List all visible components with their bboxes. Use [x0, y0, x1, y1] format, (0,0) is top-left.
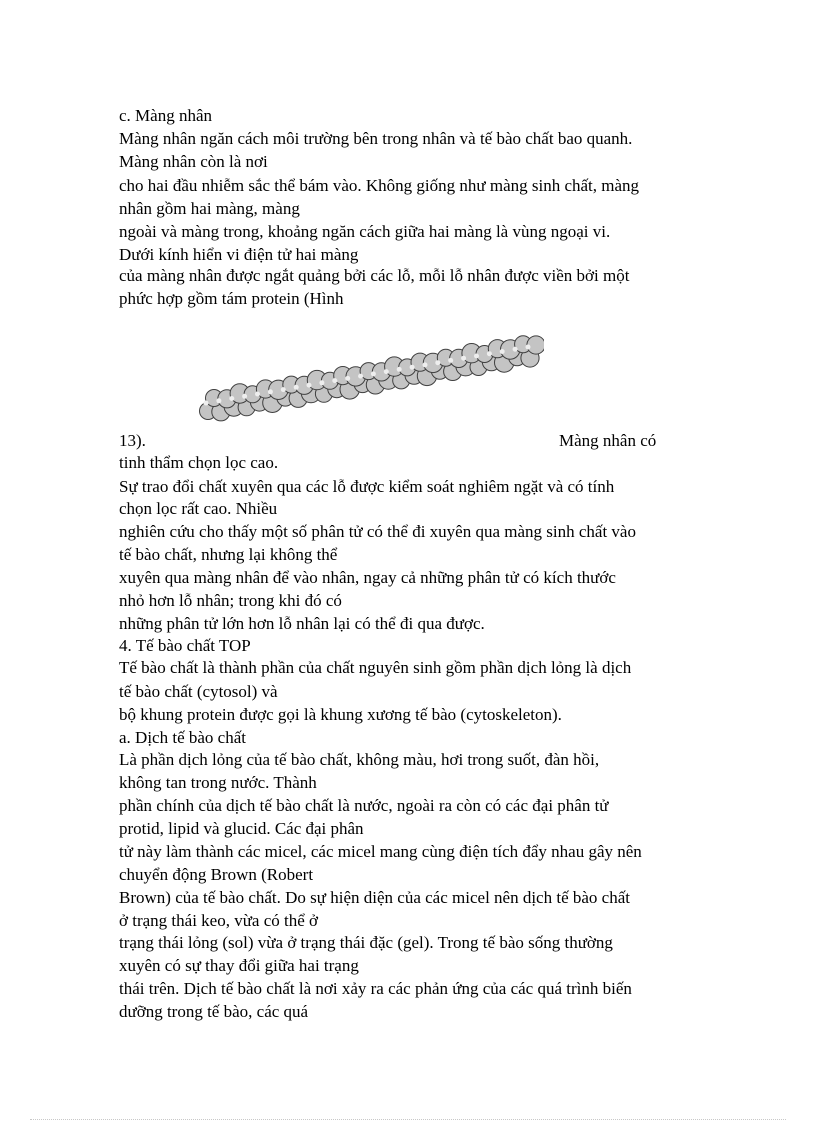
subunit-highlight [268, 389, 273, 394]
subunit-highlight [281, 387, 286, 392]
subunit-highlight [461, 356, 466, 361]
section-heading: 4. Tế bào chất TOP [119, 636, 251, 655]
page-bottom-divider [30, 1119, 786, 1120]
subunit-highlight [242, 394, 247, 399]
subunit-highlight [307, 383, 312, 388]
subsection-heading: a. Dịch tế bào chất [119, 728, 246, 747]
subunit-highlight [204, 401, 209, 406]
section-heading: c. Màng nhân [119, 106, 213, 125]
text-line: thái trên. Dịch tế bào chất là nơi xảy ra các phản ứng của các quá trình biến [119, 979, 632, 998]
subunit-highlight [474, 354, 479, 359]
subunit-highlight [384, 369, 389, 374]
subunit-highlight [358, 374, 363, 379]
subunit-highlight [526, 345, 531, 350]
text-line: nhân gồm hai màng, màng [119, 199, 300, 218]
subunit-highlight [435, 360, 440, 365]
text-line: nghiên cứu cho thấy một số phân tử có thể đi xuyên qua màng sinh chất vào [119, 522, 636, 541]
text-line: phức hợp gồm tám protein (Hình [119, 289, 344, 308]
subunit-highlight [332, 378, 337, 383]
text-line: trạng thái lỏng (sol) vừa ở trạng thái đặc (gel). Trong tế bào sống thường [119, 933, 613, 952]
subunit-highlight [229, 396, 234, 401]
text-line: chọn lọc rất cao. Nhiều [119, 499, 278, 518]
text-line: của màng nhân được ngắt quảng bởi các lỗ, mỗi lỗ nhân được viền bởi một [119, 266, 630, 285]
text-line: Sự trao đổi chất xuyên qua các lỗ được kiểm soát nghiêm ngặt và có tính [119, 477, 615, 496]
text-line: tử này làm thành các micel, các micel mang cùng điện tích đẩy nhau gây nên [119, 842, 642, 861]
subunit-highlight [216, 398, 221, 403]
subunit-highlight [487, 351, 492, 356]
subunit-highlight [294, 385, 299, 390]
text-line: Tế bào chất là thành phần của chất nguyên sinh gồm phần dịch lỏng là dịch [119, 658, 632, 677]
text-line: Dưới kính hiển vi điện tử hai màng [119, 245, 359, 264]
text-line: tế bào chất (cytosol) và [119, 682, 278, 701]
subunit-highlight [319, 380, 324, 385]
text-line: Màng nhân còn là nơi [119, 152, 268, 171]
text-line: cho hai đầu nhiễm sắc thể bám vào. Không giống như màng sinh chất, màng [119, 176, 640, 195]
text-line: không tan trong nước. Thành [119, 773, 317, 792]
text-line: tinh thẩm chọn lọc cao. [119, 453, 279, 472]
subunit-highlight [397, 367, 402, 372]
text-line: phần chính của dịch tế bào chất là nước, ngoài ra còn có các đại phân tử [119, 796, 609, 815]
text-line: tế bào chất, nhưng lại không thể [119, 545, 338, 564]
text-line: nhỏ hơn lỗ nhân; trong khi đó có [119, 591, 342, 610]
text-line: protid, lipid và glucid. Các đại phân [119, 819, 364, 838]
subunit-highlight [410, 365, 415, 370]
text-line: Brown) của tế bào chất. Do sự hiện diện của các micel nên dịch tế bào chất [119, 888, 630, 907]
text-line: bộ khung protein được gọi là khung xương tế bào (cytoskeleton). [119, 705, 562, 724]
text-line: dưỡng trong tế bào, các quá [119, 1002, 309, 1021]
text-line: những phân tử lớn hơn lỗ nhân lại có thể đi qua được. [119, 614, 485, 633]
text-line: xuyên có sự thay đổi giữa hai trạng [119, 956, 359, 975]
figure-caption-number: 13). [119, 431, 146, 450]
subunit-highlight [423, 362, 428, 367]
text-line: Màng nhân ngăn cách môi trường bên trong nhân và tế bào chất bao quanh. [119, 129, 633, 148]
figure-caption-text: Màng nhân có [559, 431, 657, 450]
subunit-highlight [513, 347, 518, 352]
subunit-highlight [255, 392, 260, 397]
text-line: Là phần dịch lỏng của tế bào chất, không màu, hơi trong suốt, đàn hồi, [119, 750, 600, 769]
text-line: xuyên qua màng nhân để vào nhân, ngay cả những phân tử có kích thước [119, 568, 616, 587]
subunit-highlight [345, 376, 350, 381]
subunit-highlight [500, 349, 505, 354]
protein-chain-figure [192, 334, 544, 426]
text-line: chuyển động Brown (Robert [119, 865, 314, 884]
subunit-highlight [371, 371, 376, 376]
text-line: ở trạng thái keo, vừa có thể ở [119, 911, 319, 930]
text-line: ngoài và màng trong, khoảng ngăn cách giữa hai màng là vùng ngoại vi. [119, 222, 611, 241]
subunit-highlight [448, 358, 453, 363]
